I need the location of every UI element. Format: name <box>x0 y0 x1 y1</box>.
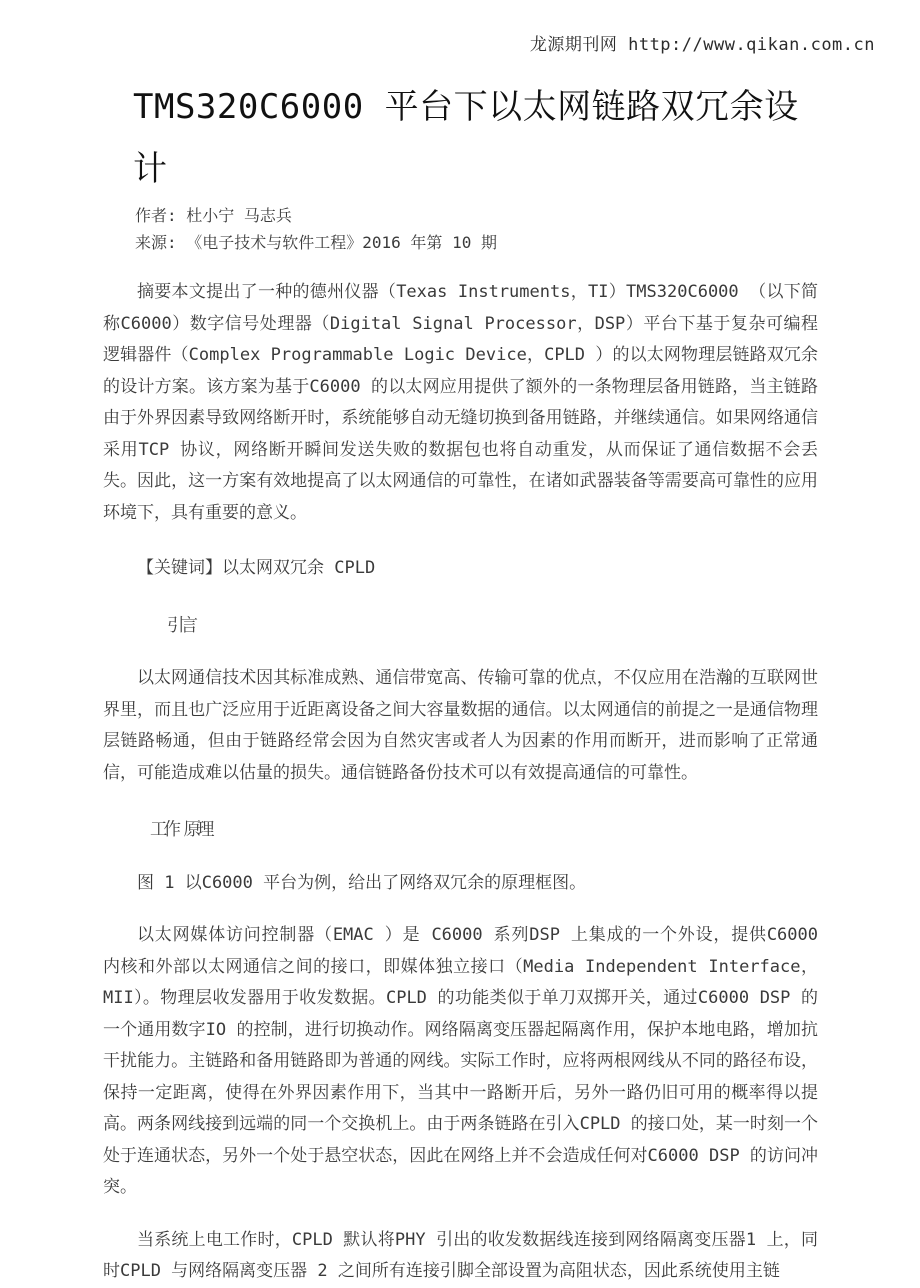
figure-reference-paragraph: 图 1 以C6000 平台为例，给出了网络双冗余的原理框图。 <box>137 872 587 893</box>
document-page <box>0 34 920 1281</box>
site-header <box>0 34 875 56</box>
article-title: TMS320C6000 平台下以太网链路双冗余设计 <box>133 87 799 189</box>
article-source-line: 来源: 《电子技术与软件工程》2016 年第 10 期 <box>135 233 497 252</box>
abstract-paragraph: 摘要本文提出了一种的德州仪器（Texas Instruments，TI）TMS320C6000 （以下简称C6000）数字信号处理器（Digital Signal Processor，DSP）平台下基于复杂可编程逻辑器件（Complex Programmable Logic Device，CPLD ）的以太网物理层链路双冗余的设计方案。该方案为基于C6000 的以太网应用提供了额外的一条物理层备用链路，当主链路由于外界因素导致网络断开时，系统能够自动无缝切换到备用链路，并继续通信。如果网络通信采用TCP 协议，网络断开瞬间发送失败的数据包也将自动重发，从而保证了通信数据不会丢失。因此，这一方案有效地提高了以太网通信的可靠性，在诸如武器装备等需要高可靠性的应用环境下，具有重要的意义。 <box>103 282 818 523</box>
article-author-line: 作者: 杜小宁 马志兵 <box>135 206 292 225</box>
article-content <box>0 76 920 1288</box>
section-heading-working-principle: 工作 原理 <box>150 820 211 840</box>
principle-detail-paragraph: 以太网媒体访问控制器（EMAC ）是 C6000 系列DSP 上集成的一个外设，提供C6000 内核和外部以太网通信之间的接口，即媒体独立接口（Media Independent Interface，MII）。物理层收发器用于收发数据。CPLD 的功能类似于单刀双掷开关，通过C6000 DSP 的一个通用数字IO 的控制，进行切换动作。网络隔离变压器起隔离作用，保护本地电路，增加抗干扰能力。主链路和备用链路即为普通的网线。实际工作时，应将两根网线从不同的路径布设，保持一定距离，使得在外界因素作用下，当其中一路断开后，另外一路仍旧可用的概率得以提高。两条网线接到远端的同一个交换机上。由于两条链路在引入CPLD 的接口处，某一时刻一个处于连通状态，另外一个处于悬空状态，因此在网络上并不会造成任何对C6000 DSP 的访问冲突。 <box>103 925 818 1197</box>
keywords-line: 【关键词】以太网双冗余 CPLD <box>137 558 376 578</box>
section-heading-introduction: 引言 <box>167 615 194 636</box>
site-watermark-link[interactable]: 龙源期刊网 http://www.qikan.com.cn <box>529 35 875 55</box>
introduction-paragraph: 以太网通信技术因其标准成熟、通信带宽高、传输可靠的优点，不仅应用在浩瀚的互联网世界里，而且也广泛应用于近距离设备之间大容量数据的通信。以太网通信的前提之一是通信物理层链路畅通，但由于链路经常会因为自然灾害或者人为因素的作用而断开，进而影响了正常通信，可能造成难以估量的损失。通信链路备份技术可以有效提高通信的可靠性。 <box>103 668 818 783</box>
power-on-behavior-paragraph: 当系统上电工作时，CPLD 默认将PHY 引出的收发数据线连接到网络隔离变压器1 上，同时CPLD 与网络隔离变压器 2 之间所有连接引脚全部设置为高阻状态，因此系统使用主链 <box>103 1229 818 1281</box>
article-meta <box>135 202 818 256</box>
